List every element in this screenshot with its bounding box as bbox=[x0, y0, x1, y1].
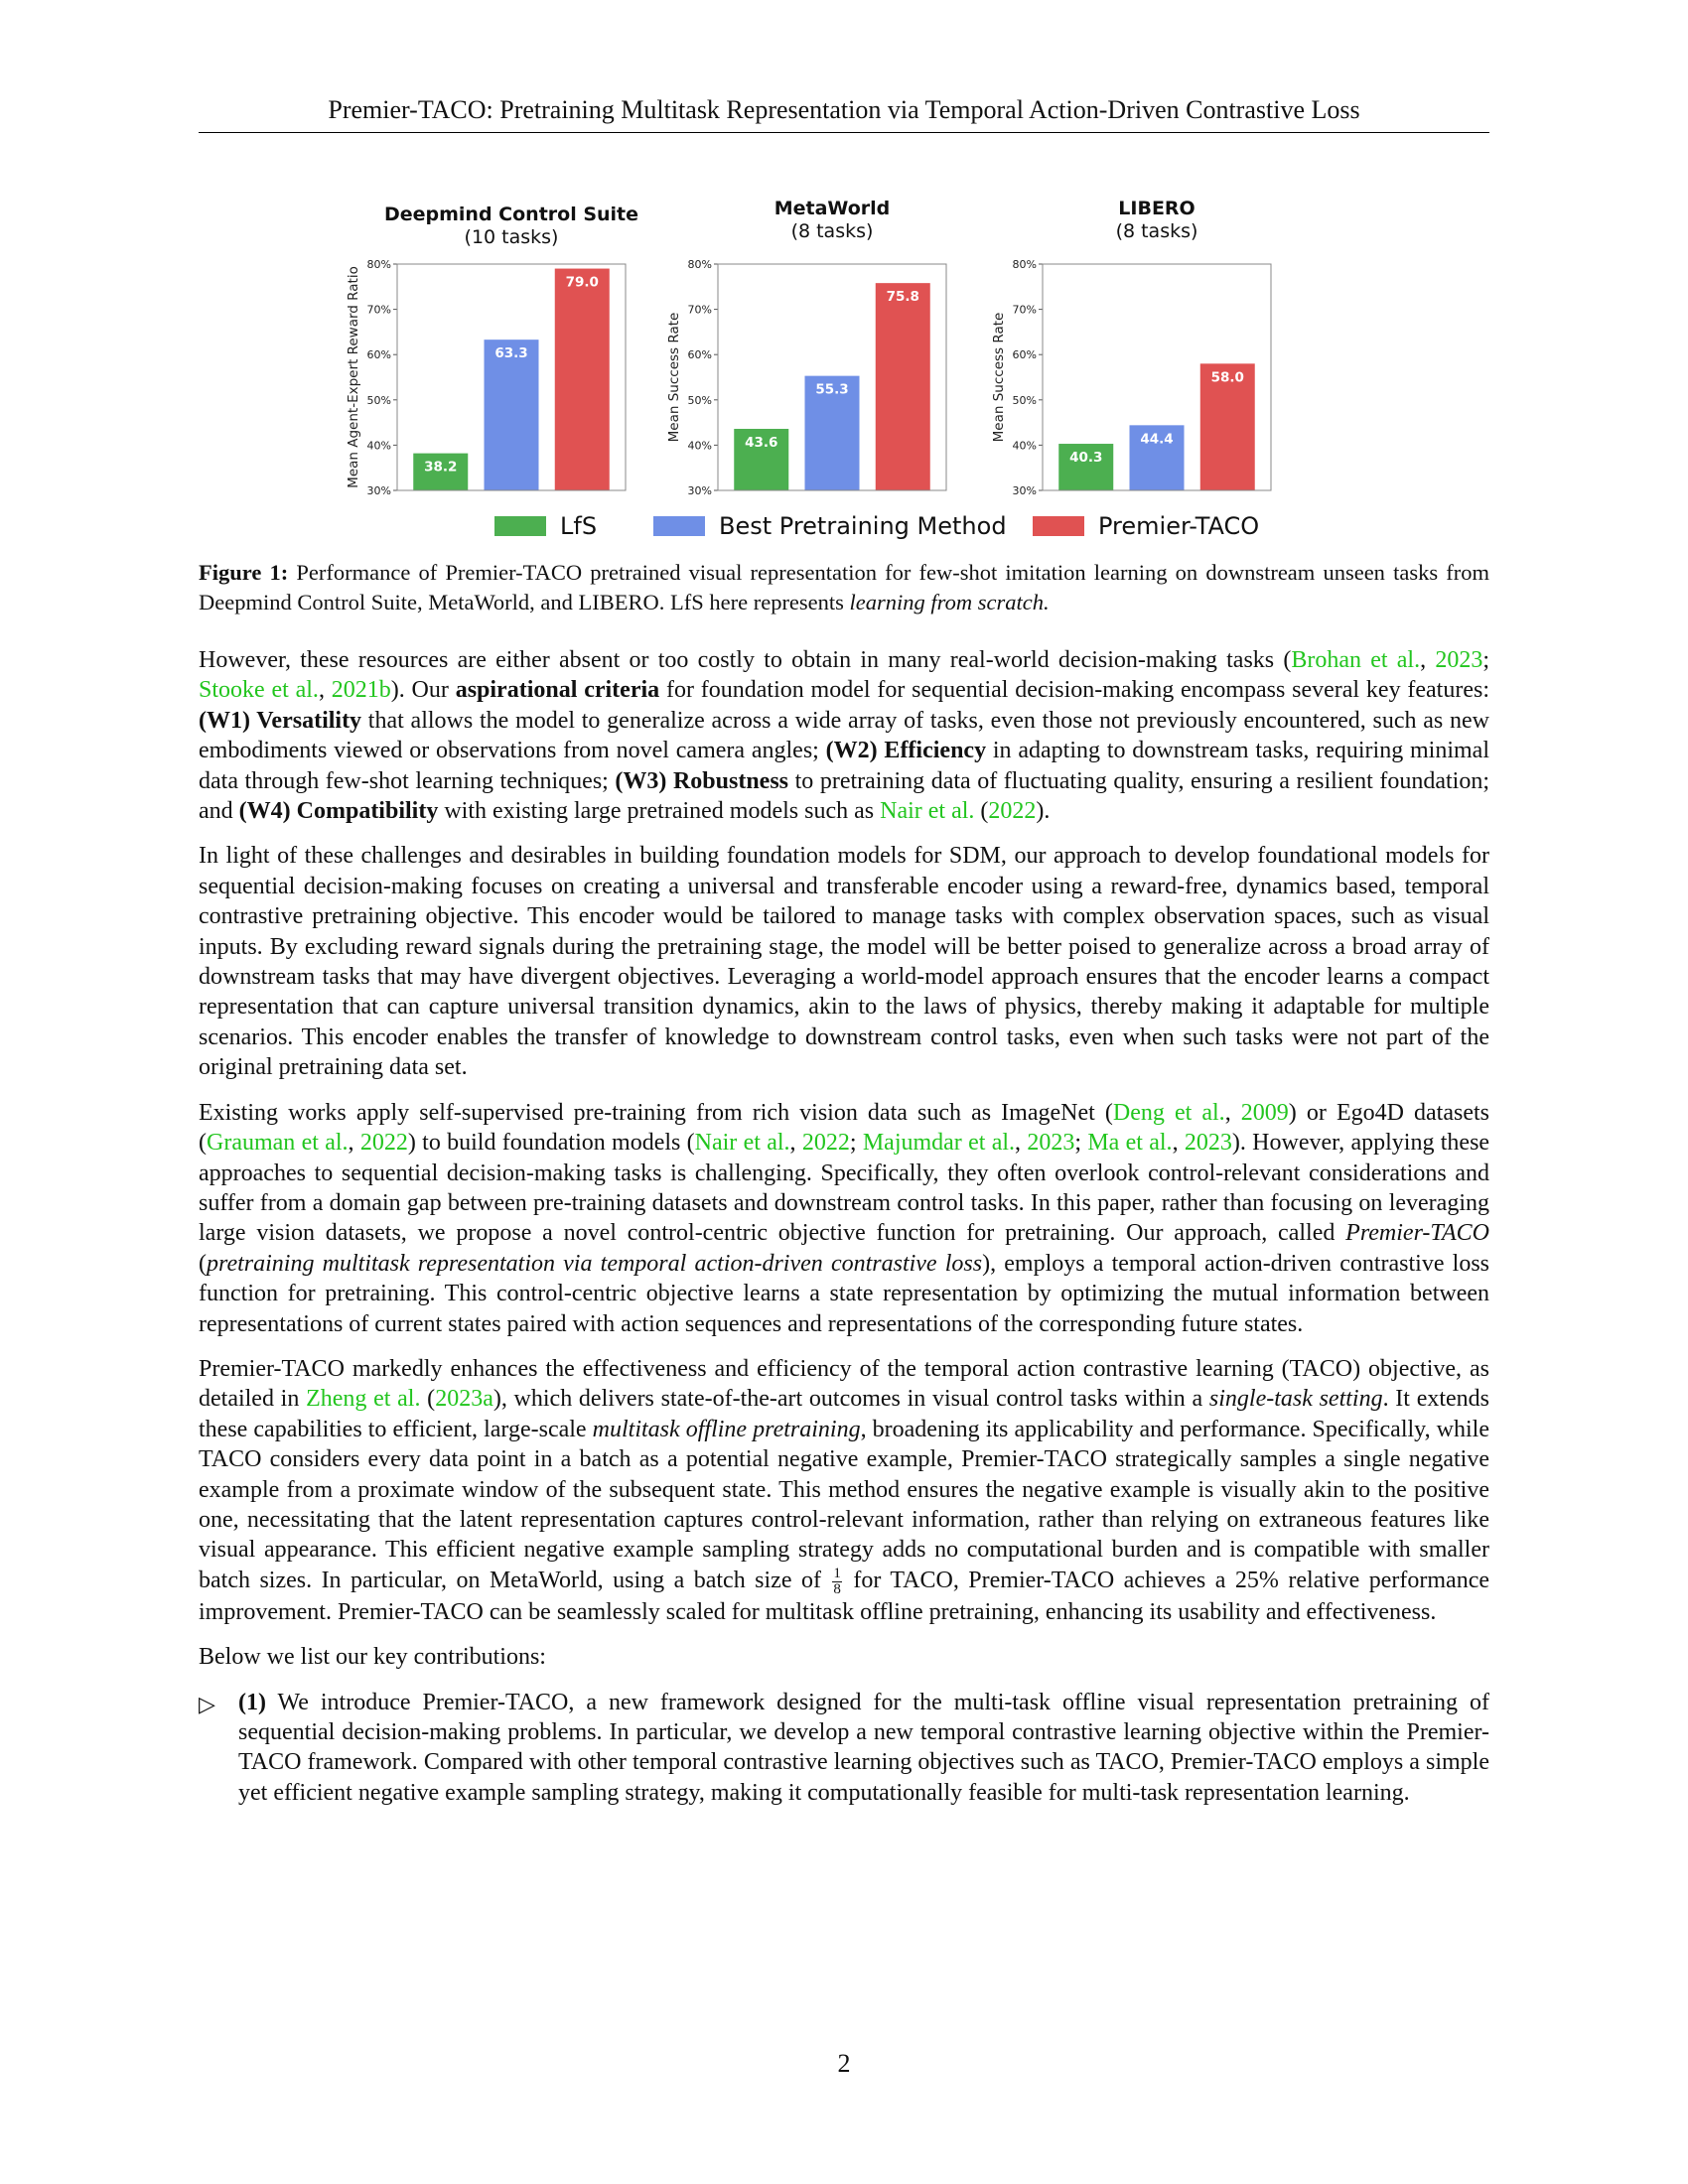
page-number: 2 bbox=[837, 2049, 851, 2078]
y-tick-label: 50% bbox=[687, 393, 712, 407]
bar-value-label: 58.0 bbox=[1210, 369, 1244, 386]
citation-year-link[interactable]: 2022 bbox=[359, 1130, 408, 1157]
citation-link[interactable]: Nair et al. bbox=[694, 1130, 790, 1157]
bar-value-label: 79.0 bbox=[565, 274, 599, 291]
citation-link[interactable]: Zheng et al. bbox=[306, 1386, 421, 1413]
chart-subtitle: (8 tasks) bbox=[1115, 220, 1198, 242]
legend-label: LfS bbox=[560, 512, 598, 540]
y-tick-label: 40% bbox=[687, 439, 712, 453]
chart-title: LIBERO bbox=[1118, 198, 1196, 219]
y-tick-label: 40% bbox=[366, 439, 391, 453]
caption-italic: learning from scratch. bbox=[849, 590, 1050, 614]
header-rule bbox=[199, 132, 1489, 133]
paragraph-2: In light of these challenges and desirables in building foundation models for SDM, our approach to develop foundational models for sequential decision-making focuses on creating a universal and transferable encoder using a reward-free, dynamics based, temporal contrastive pretraining objective. This encoder would be tailored to manage tasks with complex observation spaces, such as visual inputs. By excluding reward signals during the pretraining stage, the model will be better poised to generalize across a broad array of downstream tasks that may have divergent objectives. Leveraging a world-model approach ensures that the encoder learns a compact representation that can capture universal transition dynamics, akin to the laws of physics, thereby making it adaptable for multiple scenarios. This encoder enables the transfer of knowledge to downstream control tasks, even when such tasks were not part of the original pretraining data set. bbox=[199, 843, 1489, 1081]
fraction-one-eighth: $\frac{1}{8}$ bbox=[833, 1565, 841, 1597]
y-tick-label: 30% bbox=[366, 484, 391, 497]
caption-label: Figure 1: bbox=[199, 560, 289, 585]
y-tick-label: 80% bbox=[366, 258, 391, 271]
citation-year-link[interactable]: 2009 bbox=[1240, 1099, 1289, 1126]
chart-title: Deepmind Control Suite bbox=[383, 204, 639, 225]
citation-link[interactable]: Deng et al. bbox=[1112, 1099, 1225, 1126]
paragraph-3: Existing works apply self-supervised pre-training from rich vision data such as ImageNet (Deng et al., 2009) or Ego4D datasets (Grauman et al., 2022) to build foundation models (Nair et al., 2022; Majumdar et al., 2023; Ma et al., 2023). However, applying these approaches to sequential decision-making tasks is challenging. Specifically, they often overlook control-relevant considerations and suffer from a domain gap between pre-training datasets and downstream control tasks. In this paper, rather than focusing on leveraging large vision datasets, we propose a novel control-centric objective function for pretraining. Our approach, called Premier-TACO (pretraining multitask representation via temporal action-driven contrastive loss), employs a temporal action-driven contrastive loss function for pretraining. This control-centric objective learns a state representation by optimizing the mutual information between representations of current states paired with action sequences and representations of the corresponding future states. bbox=[199, 1099, 1490, 1337]
y-tick-label: 70% bbox=[366, 303, 391, 317]
bar-value-label: 75.8 bbox=[886, 289, 919, 306]
y-tick-label: 50% bbox=[1012, 393, 1037, 407]
y-tick-label: 80% bbox=[687, 258, 712, 271]
citation-year-link[interactable]: 2023 bbox=[1435, 647, 1483, 673]
y-tick-label: 40% bbox=[1012, 439, 1037, 453]
citation-year-link[interactable]: 2022 bbox=[988, 798, 1037, 825]
bar bbox=[485, 340, 539, 490]
figure-caption bbox=[199, 558, 1489, 617]
bar-value-label: 38.2 bbox=[424, 459, 458, 476]
y-tick-label: 60% bbox=[1012, 348, 1037, 362]
citation-link[interactable]: Grauman et al. bbox=[207, 1130, 349, 1157]
triangle-bullet-icon: ▷ bbox=[199, 1691, 215, 1716]
running-title: Premier-TACO: Pretraining Multitask Representation via Temporal Action-Driven Contrastive Loss bbox=[328, 95, 1360, 124]
contribution-text: (1) We introduce Premier-TACO, a new framework designed for the multi-task offline visual representation pretraining of sequential decision-making problems. In particular, we develop a new temporal contrastive learning objective within the Premier-TACO framework. Compared with other temporal contrastive learning objectives such as TACO, Premier-TACO employs a simple yet efficient negative example sampling strategy, making it computationally feasible for multi-task representation learning. bbox=[238, 1689, 1489, 1806]
bar-value-label: 40.3 bbox=[1069, 450, 1103, 467]
citation-link[interactable]: Stooke et al. bbox=[199, 677, 319, 704]
citation-year-link[interactable]: 2021b bbox=[331, 677, 391, 704]
citation-link[interactable]: Ma et al. bbox=[1087, 1130, 1173, 1157]
citation-link[interactable]: Brohan et al. bbox=[1291, 647, 1421, 673]
y-tick-label: 60% bbox=[366, 348, 391, 362]
contribution-item bbox=[199, 1688, 1489, 1809]
body-text bbox=[199, 645, 1489, 1808]
legend-label: Best Pretraining Method bbox=[719, 512, 1007, 540]
citation-link[interactable]: Nair et al. bbox=[880, 798, 975, 825]
y-tick-label: 80% bbox=[1012, 258, 1037, 271]
figure-1-bar-charts bbox=[348, 195, 1340, 552]
chart-subtitle: (8 tasks) bbox=[790, 220, 874, 242]
citation-year-link[interactable]: 2023 bbox=[1027, 1130, 1075, 1157]
paragraph-1: However, these resources are either absent or too costly to obtain in many real-world decision-making tasks (Brohan et al., 2023; Stooke et al., 2021b). Our aspirational criteria for foundation model for sequential decision-making encompass several key features: (W1) Versatility that allows the model to generalize across a wide array of tasks, even those not previously encountered, such as new embodiments viewed or observations from novel camera angles; (W2) Efficiency in adapting to downstream tasks, requiring minimal data through few-shot learning techniques; (W3) Robustness to pretraining data of fluctuating quality, ensuring a resilient foundation; and (W4) Compatibility with existing large pretrained models such as Nair et al. (2022). bbox=[199, 647, 1490, 825]
legend-swatch bbox=[653, 516, 705, 536]
citation-link[interactable]: Majumdar et al. bbox=[862, 1130, 1016, 1157]
bar bbox=[555, 269, 610, 490]
citation-year-link[interactable]: 2023a bbox=[435, 1386, 493, 1413]
y-tick-label: 50% bbox=[366, 393, 391, 407]
y-tick-label: 70% bbox=[1012, 303, 1037, 317]
bar-value-label: 63.3 bbox=[494, 345, 528, 362]
y-axis-label: Mean Success Rate bbox=[666, 312, 682, 443]
bar-value-label: 55.3 bbox=[815, 381, 849, 398]
y-axis-label: Mean Agent-Expert Reward Ratio bbox=[346, 266, 361, 488]
bar-value-label: 43.6 bbox=[745, 434, 778, 451]
citation-year-link[interactable]: 2023 bbox=[1184, 1130, 1232, 1157]
y-tick-label: 30% bbox=[1012, 484, 1037, 497]
caption-text: Performance of Premier-TACO pretrained visual representation for few-shot imitation learning on downstream unseen tasks from Deepmind Control Suite, MetaWorld, and LIBERO. LfS here represents bbox=[199, 560, 1489, 614]
legend-swatch bbox=[1033, 516, 1084, 536]
paragraph-4: Premier-TACO markedly enhances the effectiveness and efficiency of the temporal action contrastive learning (TACO) objective, as detailed in Zheng et al. (2023a), which delivers state-of-the-art outcomes in visual control tasks within a single-task setting. It extends these capabilities to efficient, large-scale multitask offline pretraining, broadening its applicability and performance. Specifically, while TACO considers every data point in a batch as a potential negative example, Premier-TACO strategically samples a single negative example from a proximate window of the subsequent state. This method ensures the negative example is visually akin to the positive one, necessitating that the latent representation captures control-relevant information, rather than relying on extraneous features like visual appearance. This efficient negative example sampling strategy adds no computational burden and is compatible with smaller batch sizes. In particular, on MetaWorld, using a batch size of $\frac{1}{8}$ for TACO, Premier-TACO achieves a 25% relative performance improvement. Premier-TACO can be seamlessly scaled for multitask offline pretraining, enhancing its usability and effectiveness. bbox=[199, 1355, 1490, 1625]
legend-label: Premier-TACO bbox=[1098, 512, 1260, 540]
legend-swatch bbox=[494, 516, 546, 536]
bar bbox=[876, 283, 930, 490]
y-axis-label: Mean Success Rate bbox=[991, 312, 1007, 443]
chart-title: MetaWorld bbox=[774, 198, 891, 219]
paragraph-5: Below we list our key contributions: bbox=[199, 1644, 546, 1671]
chart-subtitle: (10 tasks) bbox=[464, 226, 559, 248]
y-tick-label: 70% bbox=[687, 303, 712, 317]
y-tick-label: 30% bbox=[687, 484, 712, 497]
bar-value-label: 44.4 bbox=[1140, 431, 1174, 448]
y-tick-label: 60% bbox=[687, 348, 712, 362]
citation-year-link[interactable]: 2022 bbox=[801, 1130, 850, 1157]
